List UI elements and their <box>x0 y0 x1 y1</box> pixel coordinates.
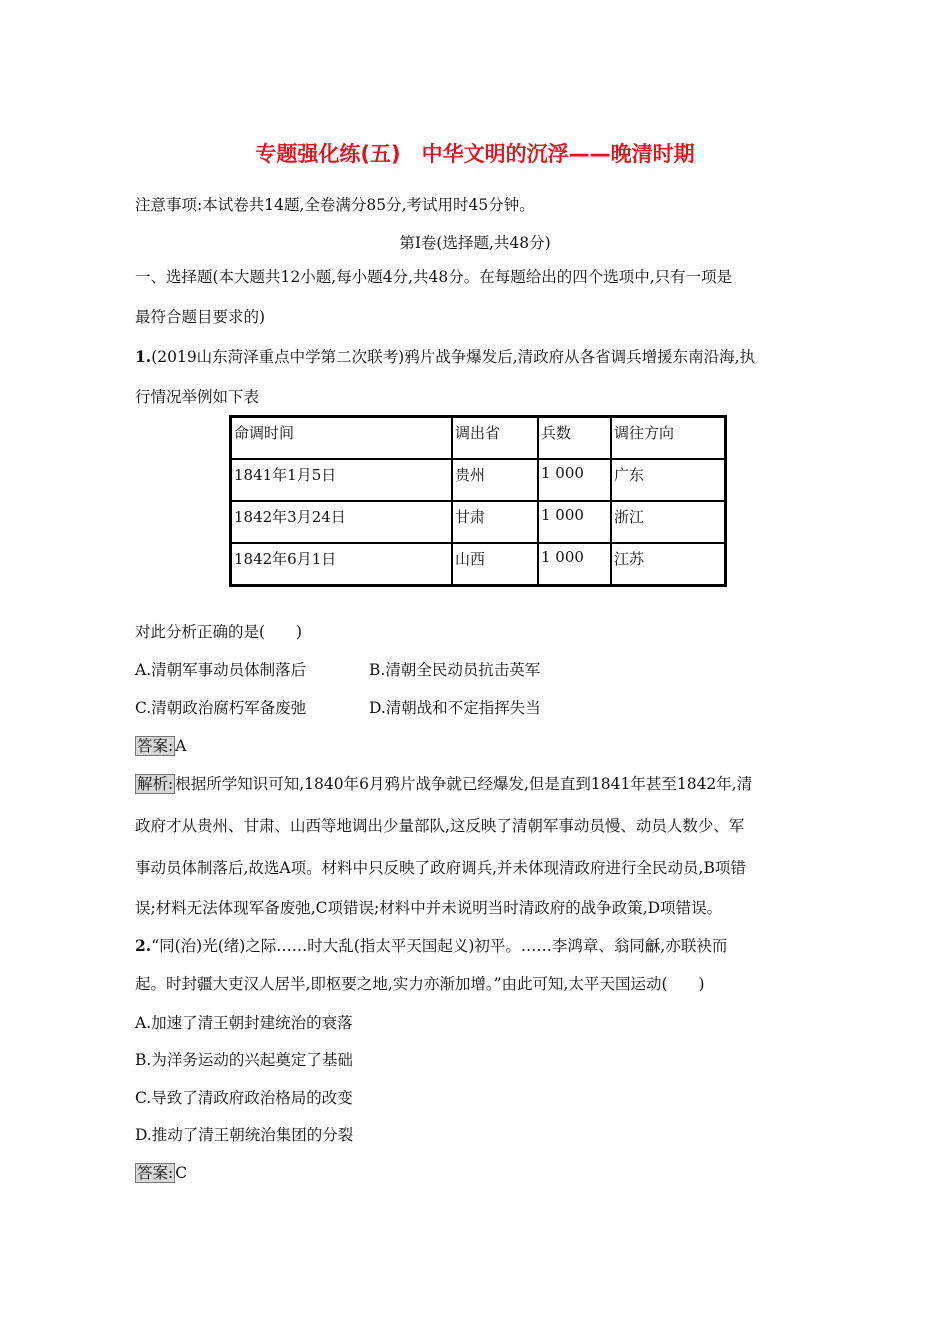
table-cell: 1842年3月24日 <box>231 501 453 543</box>
question-2-answer-line <box>135 1161 187 1183</box>
analysis-label: 解析: <box>137 775 174 793</box>
table-row <box>231 543 726 586</box>
table-cell: 贵州 <box>452 459 538 501</box>
table-cell: 江苏 <box>611 543 726 586</box>
question-2-option-b: B.为洋务运动的兴起奠定了基础 <box>135 1051 353 1069</box>
table-cell: 1 000 <box>538 459 611 501</box>
table-header-cell: 命调时间 <box>231 417 453 460</box>
table-header-row <box>231 417 726 460</box>
question-1-option-c: C.清朝政治腐朽军备废弛 <box>135 699 307 717</box>
table-cell: 1 000 <box>538 501 611 543</box>
table-cell: 广东 <box>611 459 726 501</box>
question-1-analysis-line-3: 事动员体制落后,故选A项。材料中只反映了政府调兵,并未体现清政府进行全民动员,B项错 <box>135 859 746 877</box>
analysis-text: 根据所学知识可知,1840年6月鸦片战争就已经爆发,但是直到1841年甚至1842年,清 <box>175 775 753 793</box>
question-1-option-b: B.清朝全民动员抗击英军 <box>369 661 541 679</box>
question-1-answer: A <box>175 737 187 755</box>
question-1-option-d: D.清朝战和不定指挥失当 <box>369 699 541 717</box>
question-2-stem-text: “同(治)光(绪)之际……时大乱(指太平天国起义)初平。……李鸿章、翁同龢,亦联袂而 <box>151 937 728 955</box>
question-2-option-d: D.推动了清王朝统治集团的分裂 <box>135 1126 354 1144</box>
instruction-line-1: 一、选择题(本大题共12小题,每小题4分,共48分。在每题给出的四个选项中,只有一项是 <box>135 268 733 286</box>
question-1-analysis-line-1 <box>135 772 752 794</box>
table-cell: 浙江 <box>611 501 726 543</box>
question-2-number: 2. <box>135 936 152 955</box>
table-cell: 1842年6月1日 <box>231 543 453 586</box>
notice-text: 注意事项:本试卷共14题,全卷满分85分,考试用时45分钟。 <box>135 196 535 214</box>
table-cell: 1841年1月5日 <box>231 459 453 501</box>
table-cell: 1 000 <box>538 543 611 586</box>
question-1-analysis-line-2: 政府才从贵州、甘肃、山西等地调出少量部队,这反映了清朝军事动员慢、动员人数少、军 <box>135 817 745 835</box>
question-1-number: 1. <box>135 347 152 366</box>
question-1-option-a: A.清朝军事动员体制落后 <box>135 661 307 679</box>
question-1-stem-line-2: 行情况举例如下表 <box>135 388 260 406</box>
troop-table <box>229 415 727 587</box>
answer-label: 答案: <box>137 1164 174 1182</box>
question-1-prompt: 对此分析正确的是( ) <box>135 623 303 641</box>
page-title: 专题强化练(五) 中华文明的沉浮——晚清时期 <box>255 142 695 166</box>
question-2-stem-line-1 <box>135 934 727 956</box>
table-header-cell: 兵数 <box>538 417 611 460</box>
table-cell: 甘肃 <box>452 501 538 543</box>
question-2-option-a: A.加速了清王朝封建统治的衰落 <box>135 1014 353 1032</box>
question-2-option-c: C.导致了清政府政治格局的改变 <box>135 1089 353 1107</box>
question-1-stem-line-1 <box>135 345 755 367</box>
table-row <box>231 459 726 501</box>
question-1-stem-text: (2019山东菏泽重点中学第二次联考)鸦片战争爆发后,清政府从各省调兵增援东南沿海,执 <box>151 348 756 366</box>
section-title: 第Ⅰ卷(选择题,共48分) <box>399 234 551 252</box>
question-1-answer-line <box>135 734 186 756</box>
question-1-analysis-line-4: 误;材料无法体现军备废弛,C项错误;材料中并未说明当时清政府的战争政策,D项错误。 <box>135 899 723 917</box>
question-2-stem-line-2: 起。时封疆大吏汉人居半,即枢要之地,实力亦渐加增。”由此可知,太平天国运动( ) <box>135 975 705 993</box>
table-cell: 山西 <box>452 543 538 586</box>
table-row <box>231 501 726 543</box>
answer-label: 答案: <box>137 737 174 755</box>
table-header-cell: 调往方向 <box>611 417 726 460</box>
table-header-cell: 调出省 <box>452 417 538 460</box>
question-2-answer: C <box>175 1164 188 1182</box>
instruction-line-2: 最符合题目要求的) <box>135 308 266 326</box>
